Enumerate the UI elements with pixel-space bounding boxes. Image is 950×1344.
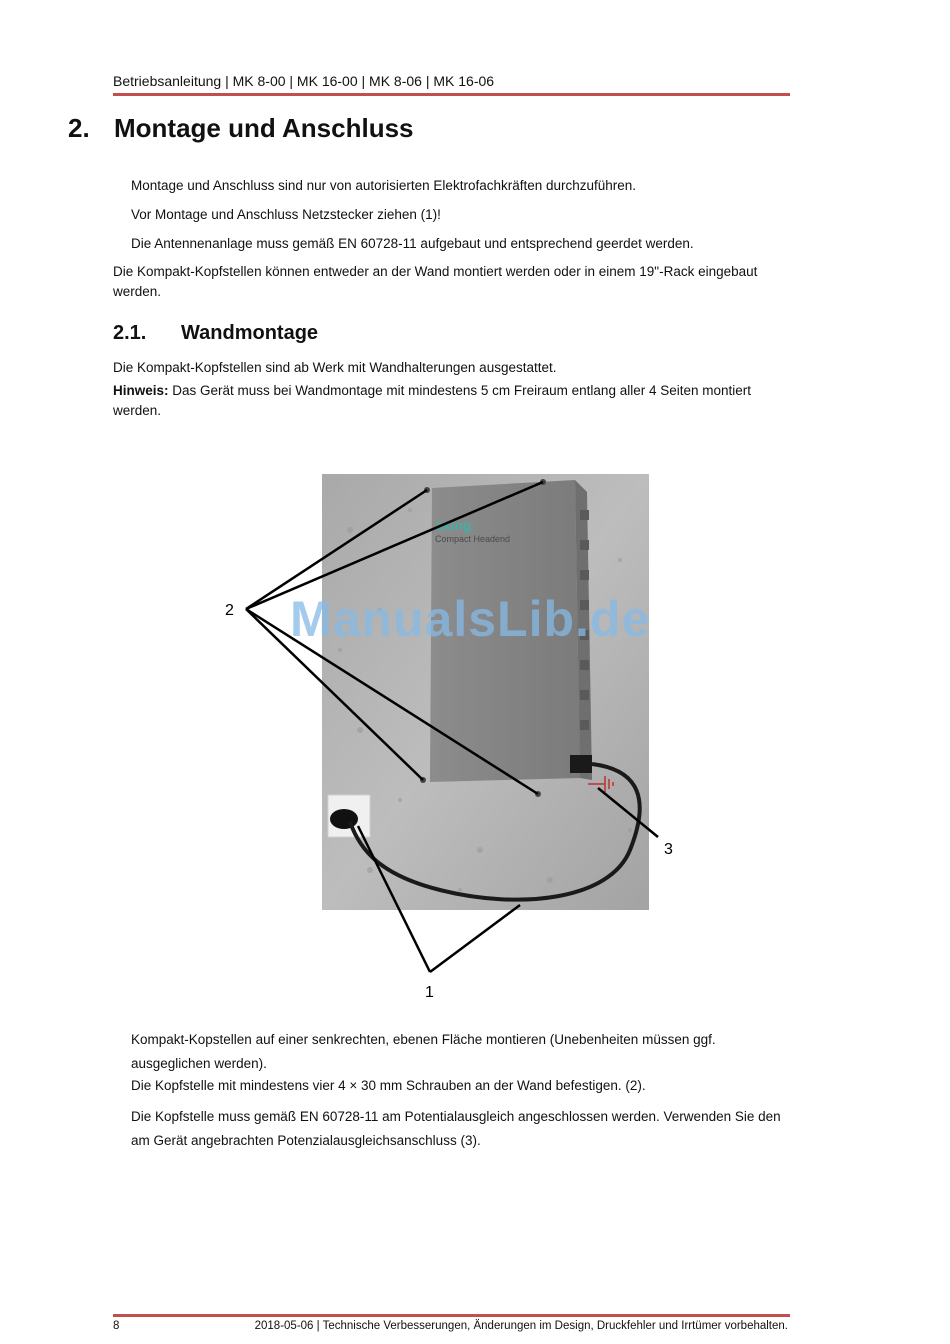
step-paragraph-2: Die Kopfstelle mit mindestens vier 4 × 30 mm Schrauben an der Wand befestigen. (2). (131, 1078, 646, 1093)
intro-paragraph-full: Die Kompakt-Kopfstellen können entweder an der Wand montiert werden oder in einem 19"-Rack eingebaut werden. (113, 264, 758, 299)
header-rule (113, 93, 790, 96)
intro-paragraph-2: Vor Montage und Anschluss Netzstecker ziehen (1)! (131, 207, 441, 222)
callout-label-3: 3 (664, 841, 673, 858)
page-number: 8 (113, 1320, 120, 1332)
section-heading (68, 113, 414, 144)
section-number: 2. (68, 113, 90, 143)
subsection-heading (113, 322, 318, 345)
subsection-paragraph: Die Kompakt-Kopfstellen sind ab Werk mit Wandhalterungen ausgestattet. (113, 360, 557, 375)
footer-rule (113, 1314, 790, 1317)
intro-paragraph-1: Montage und Anschluss sind nur von autorisierten Elektrofachkräften durchzuführen. (131, 178, 637, 193)
callout-label-1: 1 (425, 984, 434, 1001)
intro-paragraph-3: Die Antennenanlage muss gemäß EN 60728-11 aufgebaut und entsprechend geerdet werden. (131, 236, 694, 251)
subsection-number: 2.1. (113, 322, 147, 344)
wall-mount-illustration (220, 470, 700, 1010)
socket-plug (330, 809, 358, 829)
device-brand: axing (435, 517, 472, 533)
footer-note: 2018-05-06 | Technische Verbesserungen, Änderungen im Design, Druckfehler und Irrtümer vorbehalten. (254, 1320, 788, 1332)
wall-mount-figure (220, 470, 700, 1010)
device-name: Compact Headend (435, 534, 511, 544)
running-header: Betriebsanleitung | MK 8-00 | MK 16-00 | MK 8-06 | MK 16-06 (113, 73, 495, 89)
callout-label-2: 2 (225, 602, 234, 619)
section-title: Montage und Anschluss (114, 113, 414, 143)
subsection-title: Wandmontage (181, 322, 319, 344)
device-power-plug (570, 755, 592, 773)
step-paragraph-1: Kompakt-Kopstellen auf einer senkrechten, ebenen Fläche montieren (Unebenheiten müssen ggf. ausgeglichen werden). (131, 1032, 716, 1071)
watermark: ManualsLib.de (290, 591, 651, 647)
note-paragraph (113, 381, 791, 421)
step-paragraph-3: Die Kopfstelle muss gemäß EN 60728-11 am Potentialausgleich angeschlossen werden. Verwenden Sie den am Gerät angebrachten Potenzialausgleichsanschluss (3). (131, 1109, 781, 1148)
note-label: Hinweis: (113, 383, 169, 398)
note-text: Das Gerät muss bei Wandmontage mit mindestens 5 cm Freiraum entlang aller 4 Seiten montiert werden. (113, 383, 752, 418)
